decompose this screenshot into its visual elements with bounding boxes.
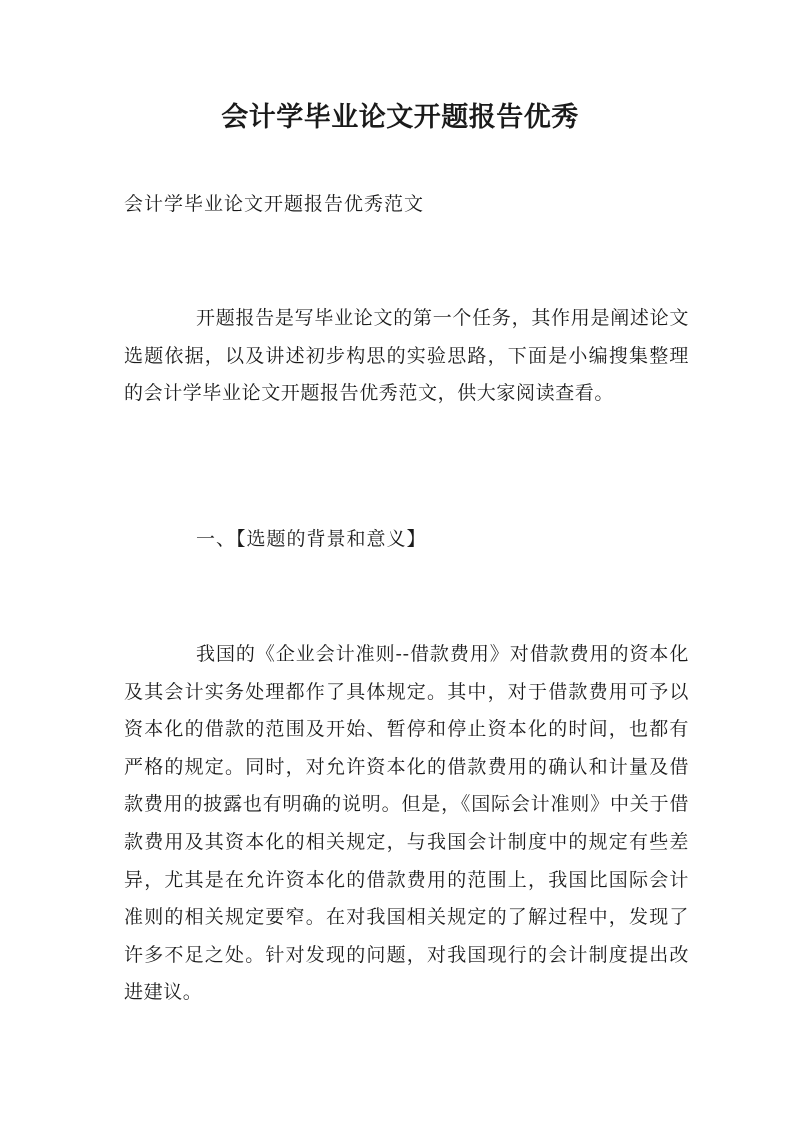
intro-paragraph: 开题报告是写毕业论文的第一个任务，其作用是阐述论文选题依据，以及讲述初步构思的实验思路，下面是小编搜集整理的会计学毕业论文开题报告优秀范文，供大家阅读查看。 (124, 307, 689, 404)
document-subtitle: 会计学毕业论文开题报告优秀范文 (124, 193, 425, 215)
document-title: 会计学毕业论文开题报告优秀 (221, 102, 579, 133)
section-heading-background: 一、【选题的背景和意义】 (196, 528, 427, 550)
section-body-paragraph: 我国的《企业会计准则--借款费用》对借款费用的资本化及其会计实务处理都作了具体规定。其中，对于借款费用可予以资本化的借款的范围及开始、暂停和停止资本化的时间，也都有严格的规定。同时，对允许资本化的借款费用的确认和计量及借款费用的披露也有明确的说明。但是，《国际会计准则》中关于借款费用及其资本化的相关规定，与我国会计制度中的规定有些差异，尤其是在允许资本化的借款费用的范围上，我国比国际会计准则的相关规定要窄。在对我国相关规定的了解过程中，发现了许多不足之处。针对发现的问题，对我国现行的会计制度提出改进建议。 (124, 643, 689, 1004)
